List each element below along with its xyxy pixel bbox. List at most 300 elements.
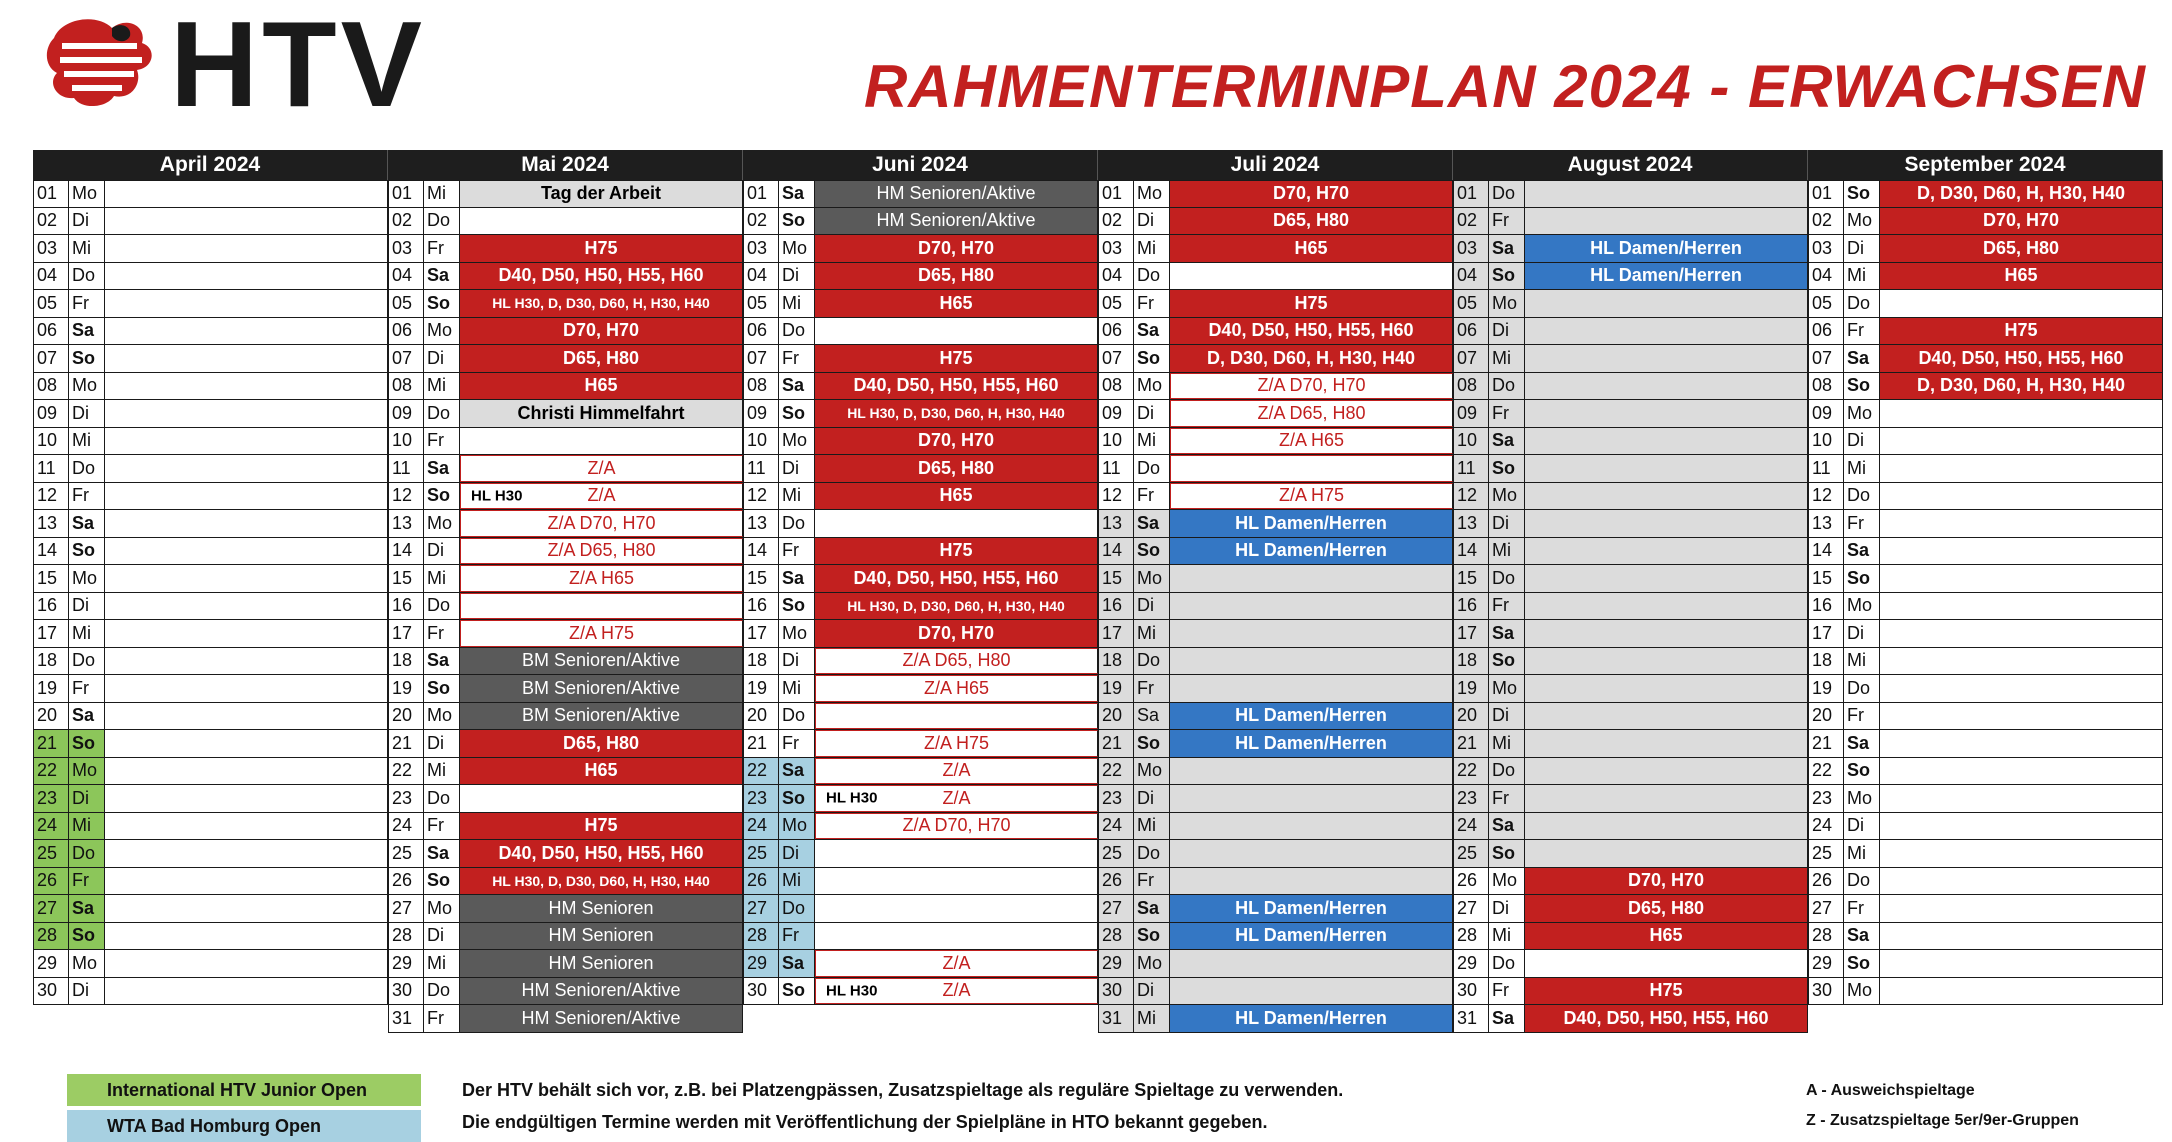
event-cell bbox=[815, 620, 1098, 647]
event-label: H75 bbox=[1649, 980, 1683, 1001]
event-label: Z/A H75 bbox=[568, 622, 635, 643]
month-header: August 2024 bbox=[1453, 150, 1808, 180]
weekday: Di bbox=[69, 208, 105, 235]
day-row bbox=[1808, 538, 2163, 566]
weekday: Di bbox=[69, 785, 105, 812]
weekday: Mi bbox=[1844, 840, 1880, 867]
day-number: 13 bbox=[388, 510, 424, 537]
event-cell bbox=[1170, 950, 1453, 977]
day-number: 03 bbox=[1098, 235, 1134, 262]
day-number: 15 bbox=[388, 565, 424, 592]
day-row bbox=[743, 208, 1098, 236]
event-cell bbox=[460, 318, 743, 345]
day-row bbox=[1453, 648, 1808, 676]
day-number: 10 bbox=[388, 428, 424, 455]
day-number: 30 bbox=[1098, 978, 1134, 1005]
weekday: Fr bbox=[1489, 208, 1525, 235]
weekday: Do bbox=[69, 648, 105, 675]
event-cell bbox=[1880, 785, 2163, 812]
day-row bbox=[388, 180, 743, 208]
weekday: Do bbox=[69, 840, 105, 867]
event-cell bbox=[815, 758, 1098, 785]
weekday: Di bbox=[1844, 620, 1880, 647]
event-label: HM Senioren/Aktive bbox=[876, 183, 1036, 204]
event-cell bbox=[1170, 840, 1453, 867]
day-number: 02 bbox=[33, 208, 69, 235]
htv-logo bbox=[42, 8, 502, 118]
day-number: 16 bbox=[1098, 593, 1134, 620]
event-label: Z/A D65, H80 bbox=[1257, 402, 1366, 423]
weekday: Sa bbox=[1844, 345, 1880, 372]
weekday: Mi bbox=[1489, 730, 1525, 757]
day-number: 12 bbox=[1098, 483, 1134, 510]
event-label: D40, D50, H50, H55, H60 bbox=[498, 265, 704, 286]
weekday: Fr bbox=[1844, 895, 1880, 922]
weekday: So bbox=[424, 868, 460, 895]
day-number: 27 bbox=[1808, 895, 1844, 922]
weekday: Fr bbox=[69, 675, 105, 702]
day-number: 28 bbox=[743, 923, 779, 950]
event-cell bbox=[1880, 868, 2163, 895]
day-number: 21 bbox=[1808, 730, 1844, 757]
day-row bbox=[388, 318, 743, 346]
day-number: 12 bbox=[1453, 483, 1489, 510]
event-cell bbox=[1170, 345, 1453, 372]
day-row bbox=[1453, 868, 1808, 896]
day-row bbox=[388, 785, 743, 813]
event-cell bbox=[460, 428, 743, 455]
day-number: 16 bbox=[388, 593, 424, 620]
event-cell bbox=[1525, 538, 1808, 565]
day-number: 07 bbox=[388, 345, 424, 372]
event-label: Christi Himmelfahrt bbox=[517, 402, 685, 423]
event-label: H75 bbox=[939, 347, 973, 368]
day-row bbox=[1098, 180, 1453, 208]
event-cell bbox=[1880, 235, 2163, 262]
weekday: Do bbox=[424, 593, 460, 620]
weekday: Fr bbox=[1489, 593, 1525, 620]
weekday: Mi bbox=[1844, 648, 1880, 675]
day-number: 28 bbox=[1808, 923, 1844, 950]
weekday: Do bbox=[1489, 758, 1525, 785]
weekday: Mi bbox=[1134, 813, 1170, 840]
day-row bbox=[1453, 318, 1808, 346]
event-label: Tag der Arbeit bbox=[540, 183, 661, 204]
event-cell bbox=[1525, 455, 1808, 482]
day-row bbox=[1098, 785, 1453, 813]
event-cell bbox=[815, 181, 1098, 207]
day-number: 14 bbox=[388, 538, 424, 565]
event-cell bbox=[105, 840, 388, 867]
weekday: Mi bbox=[1134, 235, 1170, 262]
event-label: HL Damen/Herren bbox=[1235, 540, 1387, 561]
day-number: 07 bbox=[743, 345, 779, 372]
event-label: Z/A H75 bbox=[1278, 485, 1345, 506]
event-label: BM Senioren/Aktive bbox=[521, 650, 681, 671]
event-cell bbox=[460, 813, 743, 840]
event-cell bbox=[1170, 510, 1453, 537]
day-number: 11 bbox=[1453, 455, 1489, 482]
event-label: H75 bbox=[584, 815, 618, 836]
day-row bbox=[743, 895, 1098, 923]
weekday: Mo bbox=[779, 813, 815, 840]
weekday: Di bbox=[1134, 593, 1170, 620]
day-row bbox=[1453, 730, 1808, 758]
day-row bbox=[743, 318, 1098, 346]
event-cell bbox=[1170, 290, 1453, 317]
event-cell bbox=[815, 923, 1098, 950]
weekday: Do bbox=[1134, 263, 1170, 290]
event-label: D40, D50, H50, H55, H60 bbox=[1563, 1007, 1769, 1028]
event-cell bbox=[460, 290, 743, 317]
weekday: Mo bbox=[69, 373, 105, 400]
day-number: 04 bbox=[388, 263, 424, 290]
event-label: D65, H80 bbox=[917, 457, 995, 478]
event-cell bbox=[1525, 978, 1808, 1005]
day-number: 06 bbox=[388, 318, 424, 345]
day-number: 30 bbox=[743, 978, 779, 1005]
event-cell bbox=[815, 868, 1098, 895]
day-number: 01 bbox=[1453, 181, 1489, 207]
event-cell bbox=[815, 840, 1098, 867]
event-cell bbox=[105, 345, 388, 372]
event-cell bbox=[1170, 675, 1453, 702]
day-row bbox=[33, 785, 388, 813]
day-number: 02 bbox=[743, 208, 779, 235]
day-number: 24 bbox=[388, 813, 424, 840]
event-cell bbox=[460, 455, 743, 482]
event-cell bbox=[1880, 730, 2163, 757]
event-cell bbox=[105, 950, 388, 977]
weekday: Sa bbox=[424, 648, 460, 675]
weekday: Mo bbox=[779, 620, 815, 647]
weekday: Do bbox=[1844, 290, 1880, 317]
day-row bbox=[33, 318, 388, 346]
event-cell bbox=[1170, 785, 1453, 812]
day-row bbox=[1808, 813, 2163, 841]
day-row bbox=[33, 565, 388, 593]
day-row bbox=[1808, 208, 2163, 236]
event-cell bbox=[1880, 703, 2163, 730]
day-row bbox=[388, 208, 743, 236]
weekday: So bbox=[1489, 840, 1525, 867]
day-number: 25 bbox=[743, 840, 779, 867]
event-cell bbox=[1880, 208, 2163, 235]
event-cell bbox=[105, 290, 388, 317]
day-number: 17 bbox=[388, 620, 424, 647]
day-number: 06 bbox=[1808, 318, 1844, 345]
day-row bbox=[1453, 180, 1808, 208]
day-row bbox=[1098, 950, 1453, 978]
weekday: Mo bbox=[1489, 483, 1525, 510]
day-row bbox=[33, 400, 388, 428]
weekday: So bbox=[1844, 950, 1880, 977]
event-cell bbox=[1525, 868, 1808, 895]
weekday: Fr bbox=[424, 1005, 460, 1032]
day-row bbox=[1453, 758, 1808, 786]
weekday: Mi bbox=[779, 675, 815, 702]
event-label: Z/A bbox=[942, 787, 971, 808]
day-number: 04 bbox=[1808, 263, 1844, 290]
day-row bbox=[388, 455, 743, 483]
day-number: 04 bbox=[743, 263, 779, 290]
event-label: Z/A bbox=[942, 952, 971, 973]
day-number: 20 bbox=[1453, 703, 1489, 730]
day-number: 05 bbox=[388, 290, 424, 317]
weekday: Do bbox=[1134, 840, 1170, 867]
day-row bbox=[743, 373, 1098, 401]
event-label: Z/A bbox=[587, 457, 616, 478]
event-cell bbox=[105, 648, 388, 675]
event-cell bbox=[1525, 620, 1808, 647]
event-cell bbox=[1170, 373, 1453, 400]
day-number: 16 bbox=[743, 593, 779, 620]
day-row bbox=[33, 428, 388, 456]
weekday: Mi bbox=[1489, 923, 1525, 950]
weekday: So bbox=[779, 208, 815, 235]
weekday: Sa bbox=[779, 373, 815, 400]
weekday: Di bbox=[779, 455, 815, 482]
event-cell bbox=[105, 181, 388, 207]
day-row bbox=[743, 840, 1098, 868]
day-row bbox=[1808, 483, 2163, 511]
event-cell bbox=[815, 455, 1098, 482]
day-row bbox=[1098, 428, 1453, 456]
weekday: Sa bbox=[1489, 620, 1525, 647]
weekday: Do bbox=[424, 785, 460, 812]
event-label: Z/A D65, H80 bbox=[547, 540, 656, 561]
event-label: HL H30, D, D30, D60, H, H30, H40 bbox=[492, 872, 710, 889]
day-row bbox=[1808, 235, 2163, 263]
weekday: Sa bbox=[779, 565, 815, 592]
event-cell bbox=[105, 208, 388, 235]
event-label: HL Damen/Herren bbox=[1235, 1007, 1387, 1028]
day-number: 02 bbox=[1808, 208, 1844, 235]
day-number: 03 bbox=[743, 235, 779, 262]
event-cell bbox=[1170, 648, 1453, 675]
event-cell bbox=[105, 510, 388, 537]
weekday: Do bbox=[1134, 455, 1170, 482]
weekday: Mi bbox=[779, 290, 815, 317]
weekday: Do bbox=[1844, 868, 1880, 895]
weekday: Sa bbox=[1844, 538, 1880, 565]
day-number: 17 bbox=[743, 620, 779, 647]
weekday: Di bbox=[1134, 785, 1170, 812]
day-number: 21 bbox=[1098, 730, 1134, 757]
event-cell bbox=[1880, 648, 2163, 675]
event-cell bbox=[460, 345, 743, 372]
event-label: D70, H70 bbox=[1272, 183, 1350, 204]
event-cell bbox=[815, 785, 1098, 812]
day-row bbox=[1098, 703, 1453, 731]
day-number: 12 bbox=[1808, 483, 1844, 510]
event-label: D65, H80 bbox=[562, 732, 640, 753]
day-row bbox=[33, 510, 388, 538]
day-row bbox=[33, 758, 388, 786]
event-label: H65 bbox=[939, 485, 973, 506]
weekday: Mo bbox=[69, 565, 105, 592]
event-cell bbox=[1880, 290, 2163, 317]
weekday: Mo bbox=[424, 510, 460, 537]
event-cell bbox=[1170, 895, 1453, 922]
event-cell bbox=[815, 400, 1098, 427]
day-number: 19 bbox=[33, 675, 69, 702]
day-number: 05 bbox=[1453, 290, 1489, 317]
day-row bbox=[388, 978, 743, 1006]
day-number: 16 bbox=[1808, 593, 1844, 620]
event-cell bbox=[105, 895, 388, 922]
event-cell bbox=[1525, 895, 1808, 922]
event-label: HL Damen/Herren bbox=[1590, 237, 1742, 258]
weekday: Di bbox=[69, 978, 105, 1005]
day-number: 27 bbox=[33, 895, 69, 922]
day-number: 20 bbox=[388, 703, 424, 730]
weekday: Fr bbox=[779, 923, 815, 950]
day-row bbox=[388, 620, 743, 648]
day-number: 29 bbox=[1453, 950, 1489, 977]
event-cell bbox=[1880, 345, 2163, 372]
day-row bbox=[388, 235, 743, 263]
weekday: Di bbox=[1844, 235, 1880, 262]
event-label: HL Damen/Herren bbox=[1235, 512, 1387, 533]
weekday: Mo bbox=[1844, 785, 1880, 812]
day-row bbox=[1098, 510, 1453, 538]
event-label: HL Damen/Herren bbox=[1235, 897, 1387, 918]
weekday: So bbox=[69, 538, 105, 565]
day-number: 14 bbox=[1808, 538, 1844, 565]
weekday: Fr bbox=[1844, 318, 1880, 345]
weekday: Do bbox=[779, 510, 815, 537]
event-label: Z/A H65 bbox=[1278, 430, 1345, 451]
event-label: HL Damen/Herren bbox=[1235, 925, 1387, 946]
weekday: So bbox=[424, 483, 460, 510]
day-number: 30 bbox=[1453, 978, 1489, 1005]
weekday: Mo bbox=[1134, 758, 1170, 785]
event-cell bbox=[105, 675, 388, 702]
day-row bbox=[33, 675, 388, 703]
day-row bbox=[743, 868, 1098, 896]
day-row bbox=[743, 950, 1098, 978]
weekday: Mi bbox=[69, 428, 105, 455]
weekday: Sa bbox=[1134, 510, 1170, 537]
day-number: 24 bbox=[33, 813, 69, 840]
day-row bbox=[1098, 455, 1453, 483]
day-row bbox=[743, 428, 1098, 456]
day-row bbox=[388, 400, 743, 428]
day-number: 03 bbox=[33, 235, 69, 262]
day-number: 09 bbox=[388, 400, 424, 427]
weekday: Fr bbox=[424, 813, 460, 840]
weekday: Di bbox=[69, 593, 105, 620]
event-label: D70, H70 bbox=[1982, 210, 2060, 231]
day-row bbox=[1808, 180, 2163, 208]
event-cell bbox=[1525, 593, 1808, 620]
day-number: 25 bbox=[33, 840, 69, 867]
weekday: Mi bbox=[1844, 263, 1880, 290]
weekday: Do bbox=[69, 455, 105, 482]
weekday: Mo bbox=[424, 318, 460, 345]
day-number: 19 bbox=[743, 675, 779, 702]
day-row bbox=[33, 813, 388, 841]
day-row bbox=[1808, 428, 2163, 456]
event-label: D40, D50, H50, H55, H60 bbox=[853, 375, 1059, 396]
event-cell bbox=[1170, 565, 1453, 592]
day-number: 15 bbox=[33, 565, 69, 592]
event-label: Z/A bbox=[942, 760, 971, 781]
day-number: 08 bbox=[1453, 373, 1489, 400]
event-label: D, D30, D60, H, H30, H40 bbox=[1206, 347, 1416, 368]
weekday: Fr bbox=[1844, 703, 1880, 730]
weekday: Fr bbox=[779, 345, 815, 372]
weekday: Do bbox=[1489, 373, 1525, 400]
event-label: Z/A bbox=[942, 980, 971, 1001]
day-row bbox=[1098, 648, 1453, 676]
day-number: 04 bbox=[1453, 263, 1489, 290]
weekday: So bbox=[1134, 538, 1170, 565]
day-number: 26 bbox=[1808, 868, 1844, 895]
day-number: 25 bbox=[388, 840, 424, 867]
event-label: Z/A D65, H80 bbox=[902, 650, 1011, 671]
month-column bbox=[33, 180, 388, 1033]
day-number: 29 bbox=[1098, 950, 1134, 977]
weekday: Fr bbox=[1489, 400, 1525, 427]
event-cell bbox=[815, 318, 1098, 345]
event-label: D40, D50, H50, H55, H60 bbox=[853, 567, 1059, 588]
day-row bbox=[1808, 263, 2163, 291]
day-number: 09 bbox=[1098, 400, 1134, 427]
weekday: Sa bbox=[1134, 318, 1170, 345]
day-number: 14 bbox=[33, 538, 69, 565]
weekday: Sa bbox=[779, 758, 815, 785]
weekday: Fr bbox=[1134, 868, 1170, 895]
day-number: 08 bbox=[1098, 373, 1134, 400]
day-number: 24 bbox=[743, 813, 779, 840]
day-number: 29 bbox=[1808, 950, 1844, 977]
weekday: So bbox=[69, 923, 105, 950]
day-number: 19 bbox=[388, 675, 424, 702]
day-number: 23 bbox=[388, 785, 424, 812]
day-number: 28 bbox=[388, 923, 424, 950]
event-cell bbox=[1880, 950, 2163, 977]
day-number: 08 bbox=[388, 373, 424, 400]
day-row bbox=[743, 400, 1098, 428]
day-number: 10 bbox=[1453, 428, 1489, 455]
weekday: Mo bbox=[1489, 290, 1525, 317]
day-row bbox=[1808, 923, 2163, 951]
day-number: 22 bbox=[743, 758, 779, 785]
page-title: RAHMENTERMINPLAN 2024 - ERWACHSEN bbox=[863, 53, 2146, 120]
event-cell bbox=[1525, 318, 1808, 345]
event-label: D40, D50, H50, H55, H60 bbox=[1208, 320, 1414, 341]
day-row bbox=[743, 263, 1098, 291]
weekday: Do bbox=[779, 895, 815, 922]
day-number: 30 bbox=[388, 978, 424, 1005]
weekday: Mi bbox=[424, 950, 460, 977]
event-label: H75 bbox=[2004, 320, 2038, 341]
weekday: Mi bbox=[69, 620, 105, 647]
weekday: Di bbox=[1489, 895, 1525, 922]
day-row bbox=[743, 648, 1098, 676]
event-cell bbox=[1170, 318, 1453, 345]
event-label: HM Senioren bbox=[548, 897, 654, 918]
event-cell bbox=[1880, 813, 2163, 840]
day-row bbox=[33, 730, 388, 758]
day-row bbox=[743, 290, 1098, 318]
event-cell bbox=[815, 510, 1098, 537]
event-cell bbox=[815, 235, 1098, 262]
day-number: 03 bbox=[388, 235, 424, 262]
weekday: Do bbox=[69, 263, 105, 290]
